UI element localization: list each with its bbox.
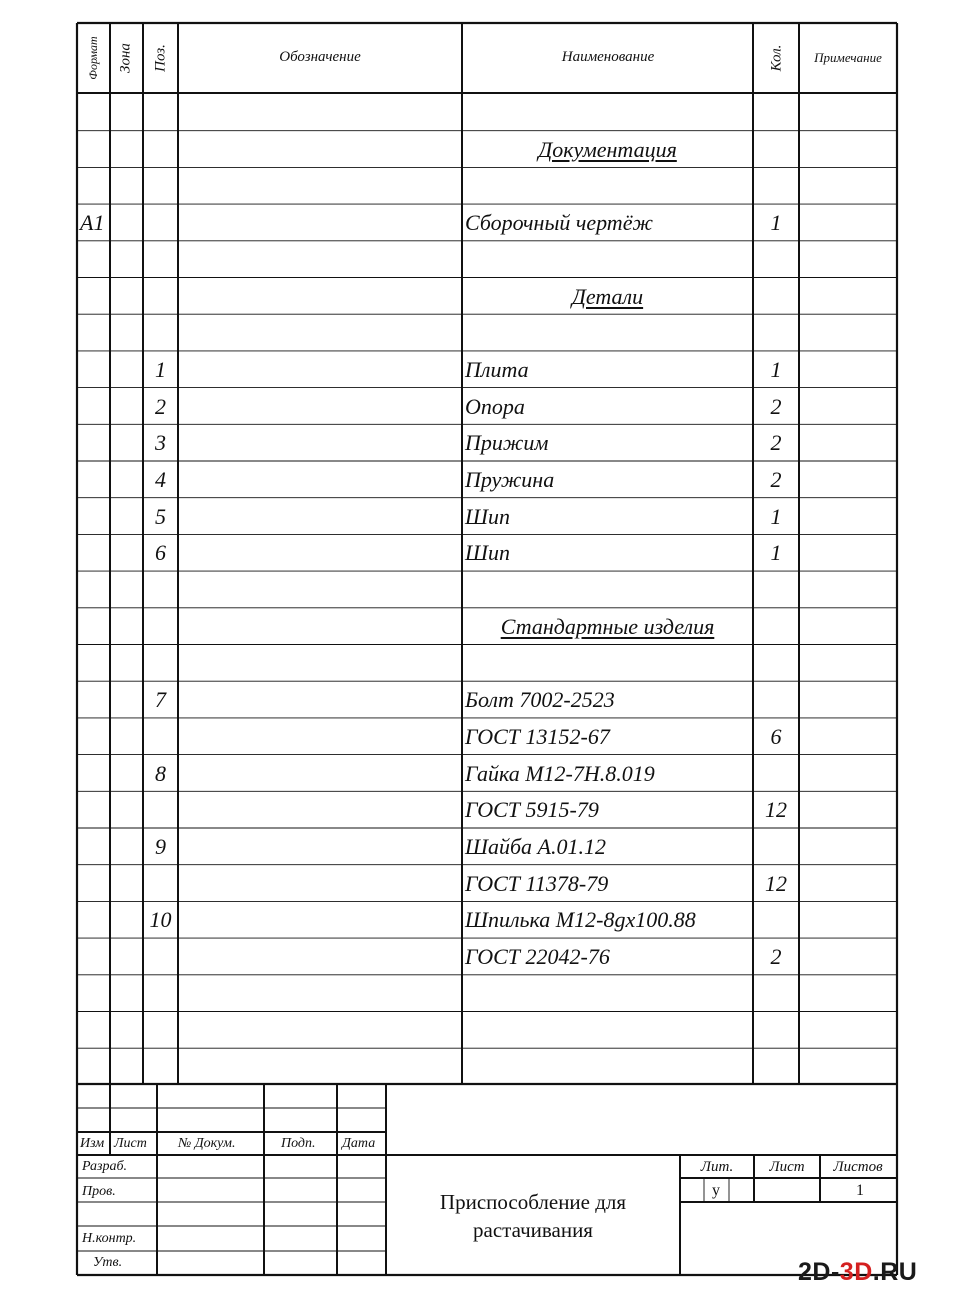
header-pos: Поз. bbox=[152, 44, 169, 72]
drawing-title: Приспособление для растачивания bbox=[439, 1190, 627, 1242]
row-name: Прижим bbox=[465, 430, 549, 456]
row-quantity: 12 bbox=[765, 797, 787, 823]
row-quantity: 2 bbox=[770, 393, 782, 419]
tb-nkontr: Н.контр. bbox=[82, 1231, 137, 1246]
header-note: Примечание bbox=[814, 50, 882, 65]
tb-sheets-value: 1 bbox=[856, 1182, 864, 1199]
header-zone: Зона bbox=[117, 43, 134, 73]
section-heading: Документация bbox=[538, 136, 677, 162]
row-position: 1 bbox=[155, 356, 166, 382]
header-qty: Кол. bbox=[768, 44, 785, 72]
row-quantity: 1 bbox=[770, 503, 782, 529]
row-name: ГОСТ 5915-79 bbox=[465, 797, 599, 823]
section-heading: Детали bbox=[571, 283, 644, 309]
site-watermark bbox=[798, 1258, 917, 1287]
row-position: 4 bbox=[155, 467, 166, 492]
header-designation: Обозначение bbox=[279, 49, 361, 65]
row-position: 8 bbox=[155, 760, 166, 786]
tb-doc: № Докум. bbox=[178, 1136, 236, 1151]
row-position: 9 bbox=[155, 834, 166, 859]
row-name: Болт 7002-2523 bbox=[465, 687, 615, 713]
row-name: Шпилька М12-8gx100.88 bbox=[465, 907, 696, 933]
row-quantity: 2 bbox=[770, 430, 782, 456]
tb-razrab: Разраб. bbox=[82, 1159, 128, 1174]
row-position: 6 bbox=[155, 540, 166, 566]
row-position: 5 bbox=[155, 503, 166, 529]
row-position: 2 bbox=[155, 393, 166, 419]
row-quantity: 6 bbox=[770, 723, 782, 749]
row-quantity: 1 bbox=[770, 356, 782, 382]
watermark-part1: 2D- bbox=[798, 1258, 840, 1286]
row-quantity: 12 bbox=[765, 870, 787, 896]
row-name: ГОСТ 13152-67 bbox=[465, 723, 610, 749]
row-quantity: 2 bbox=[770, 944, 782, 970]
row-position: 3 bbox=[155, 430, 166, 456]
row-quantity: 2 bbox=[770, 467, 782, 492]
tb-sheet-label: Лист bbox=[769, 1159, 805, 1175]
row-name: ГОСТ 22042-76 bbox=[465, 944, 610, 970]
tb-utv: Утв. bbox=[93, 1255, 123, 1270]
tb-lit-value: у bbox=[712, 1182, 720, 1199]
tb-sign: Подп. bbox=[281, 1136, 316, 1151]
tb-list: Лист bbox=[114, 1136, 147, 1151]
row-position: 10 bbox=[149, 907, 172, 933]
watermark-part3: .RU bbox=[872, 1258, 918, 1286]
row-name: Сборочный чертёж bbox=[465, 210, 653, 236]
tb-date: Дата bbox=[342, 1136, 376, 1151]
row-format: A1 bbox=[80, 210, 105, 236]
row-quantity: 1 bbox=[770, 210, 782, 236]
row-name: Шайба А.01.12 bbox=[465, 834, 606, 859]
row-position: 7 bbox=[155, 687, 166, 713]
row-name: Шип bbox=[465, 540, 510, 566]
watermark-part2: 3D bbox=[839, 1258, 873, 1286]
row-name: ГОСТ 11378-79 bbox=[465, 870, 609, 896]
header-name: Наименование bbox=[561, 49, 655, 65]
tb-lit-label: Лит. bbox=[700, 1159, 734, 1175]
section-heading: Стандартные изделия bbox=[500, 613, 715, 639]
tb-izm: Изм bbox=[80, 1136, 105, 1151]
row-name: Гайка М12-7Н.8.019 bbox=[465, 760, 655, 786]
row-name: Шип bbox=[465, 503, 510, 529]
tb-sheets-label: Листов bbox=[833, 1159, 883, 1175]
row-name: Опора bbox=[465, 393, 525, 419]
row-quantity: 1 bbox=[770, 540, 782, 566]
row-name: Пружина bbox=[465, 467, 555, 492]
tb-prov: Пров. bbox=[82, 1184, 116, 1199]
row-name: Плита bbox=[465, 356, 529, 382]
header-format: Формат bbox=[86, 36, 100, 80]
